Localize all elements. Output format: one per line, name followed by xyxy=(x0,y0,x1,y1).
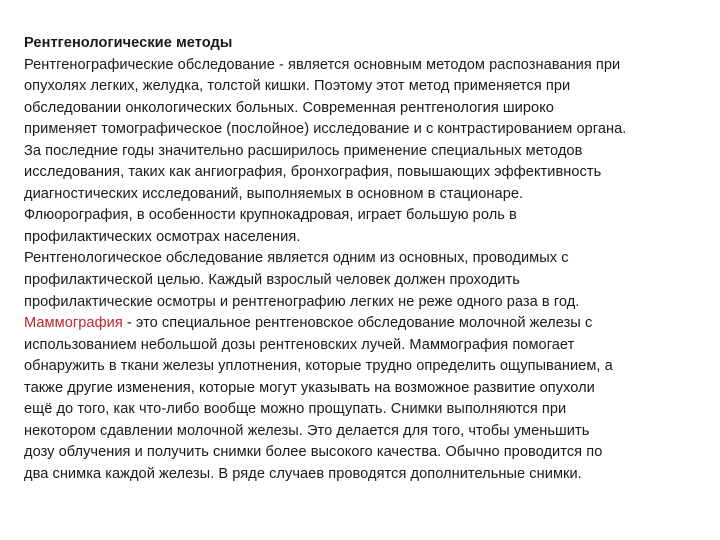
text-line: исследования, таких как ангиография, бронхография, повышающих эффективность xyxy=(24,164,602,181)
text-line: также другие изменения, которые могут указывать на возможное развитие опухоли xyxy=(24,379,595,396)
text-line: два снимка каждой железы. В ряде случаев проводятся дополнительные снимки. xyxy=(24,465,582,482)
text-line: Рентгенографические обследование - является основным методом распознавания при xyxy=(24,56,621,73)
section-title: Рентгенологические методы xyxy=(24,35,233,51)
text-line: профилактической целью. Каждый взрослый человек должен проходить xyxy=(24,272,520,289)
text-line: Флюорография, в особенности крупнокадровая, играет большую роль в xyxy=(24,207,517,224)
text-line: Рентгенологическое обследование является одним из основных, проводимых с xyxy=(24,250,569,267)
text-line: опухолях легких, желудка, толстой кишки. Поэтому этот метод применяется при xyxy=(24,78,571,95)
text-line: За последние годы значительно расширилось применение специальных методов xyxy=(24,142,583,159)
text-line: дозу облучения и получить снимки более высокого качества. Обычно проводится по xyxy=(24,444,603,461)
text-line: использованием небольшой дозы рентгеновских лучей. Маммография помогает xyxy=(24,336,575,353)
text-block xyxy=(24,33,696,485)
mammography-term: Маммография xyxy=(24,315,123,332)
text-line: ещё до того, как что-либо вообще можно прощупать. Снимки выполняются при xyxy=(24,401,567,418)
mammography-first-line xyxy=(24,313,696,335)
text-line: применяет томографическое (послойное) исследование и с контрастированием органа. xyxy=(24,121,627,138)
text-line: обнаружить в ткани железы уплотнения, которые трудно определить ощупыванием, а xyxy=(24,358,613,375)
text-line: обследовании онкологических больных. Современная рентгенология широко xyxy=(24,99,554,116)
text-line: диагностических исследований, выполняемых в основном в стационаре. xyxy=(24,185,524,202)
mammography-definition: - это специальное рентгеновское обследование молочной железы с xyxy=(122,315,593,332)
text-line: профилактических осмотрах населения. xyxy=(24,228,301,245)
text-line: профилактические осмотры и рентгенографию легких не реже одного раза в год. xyxy=(24,293,580,310)
text-line: некотором сдавлении молочной железы. Это делается для того, чтобы уменьшить xyxy=(24,422,590,439)
